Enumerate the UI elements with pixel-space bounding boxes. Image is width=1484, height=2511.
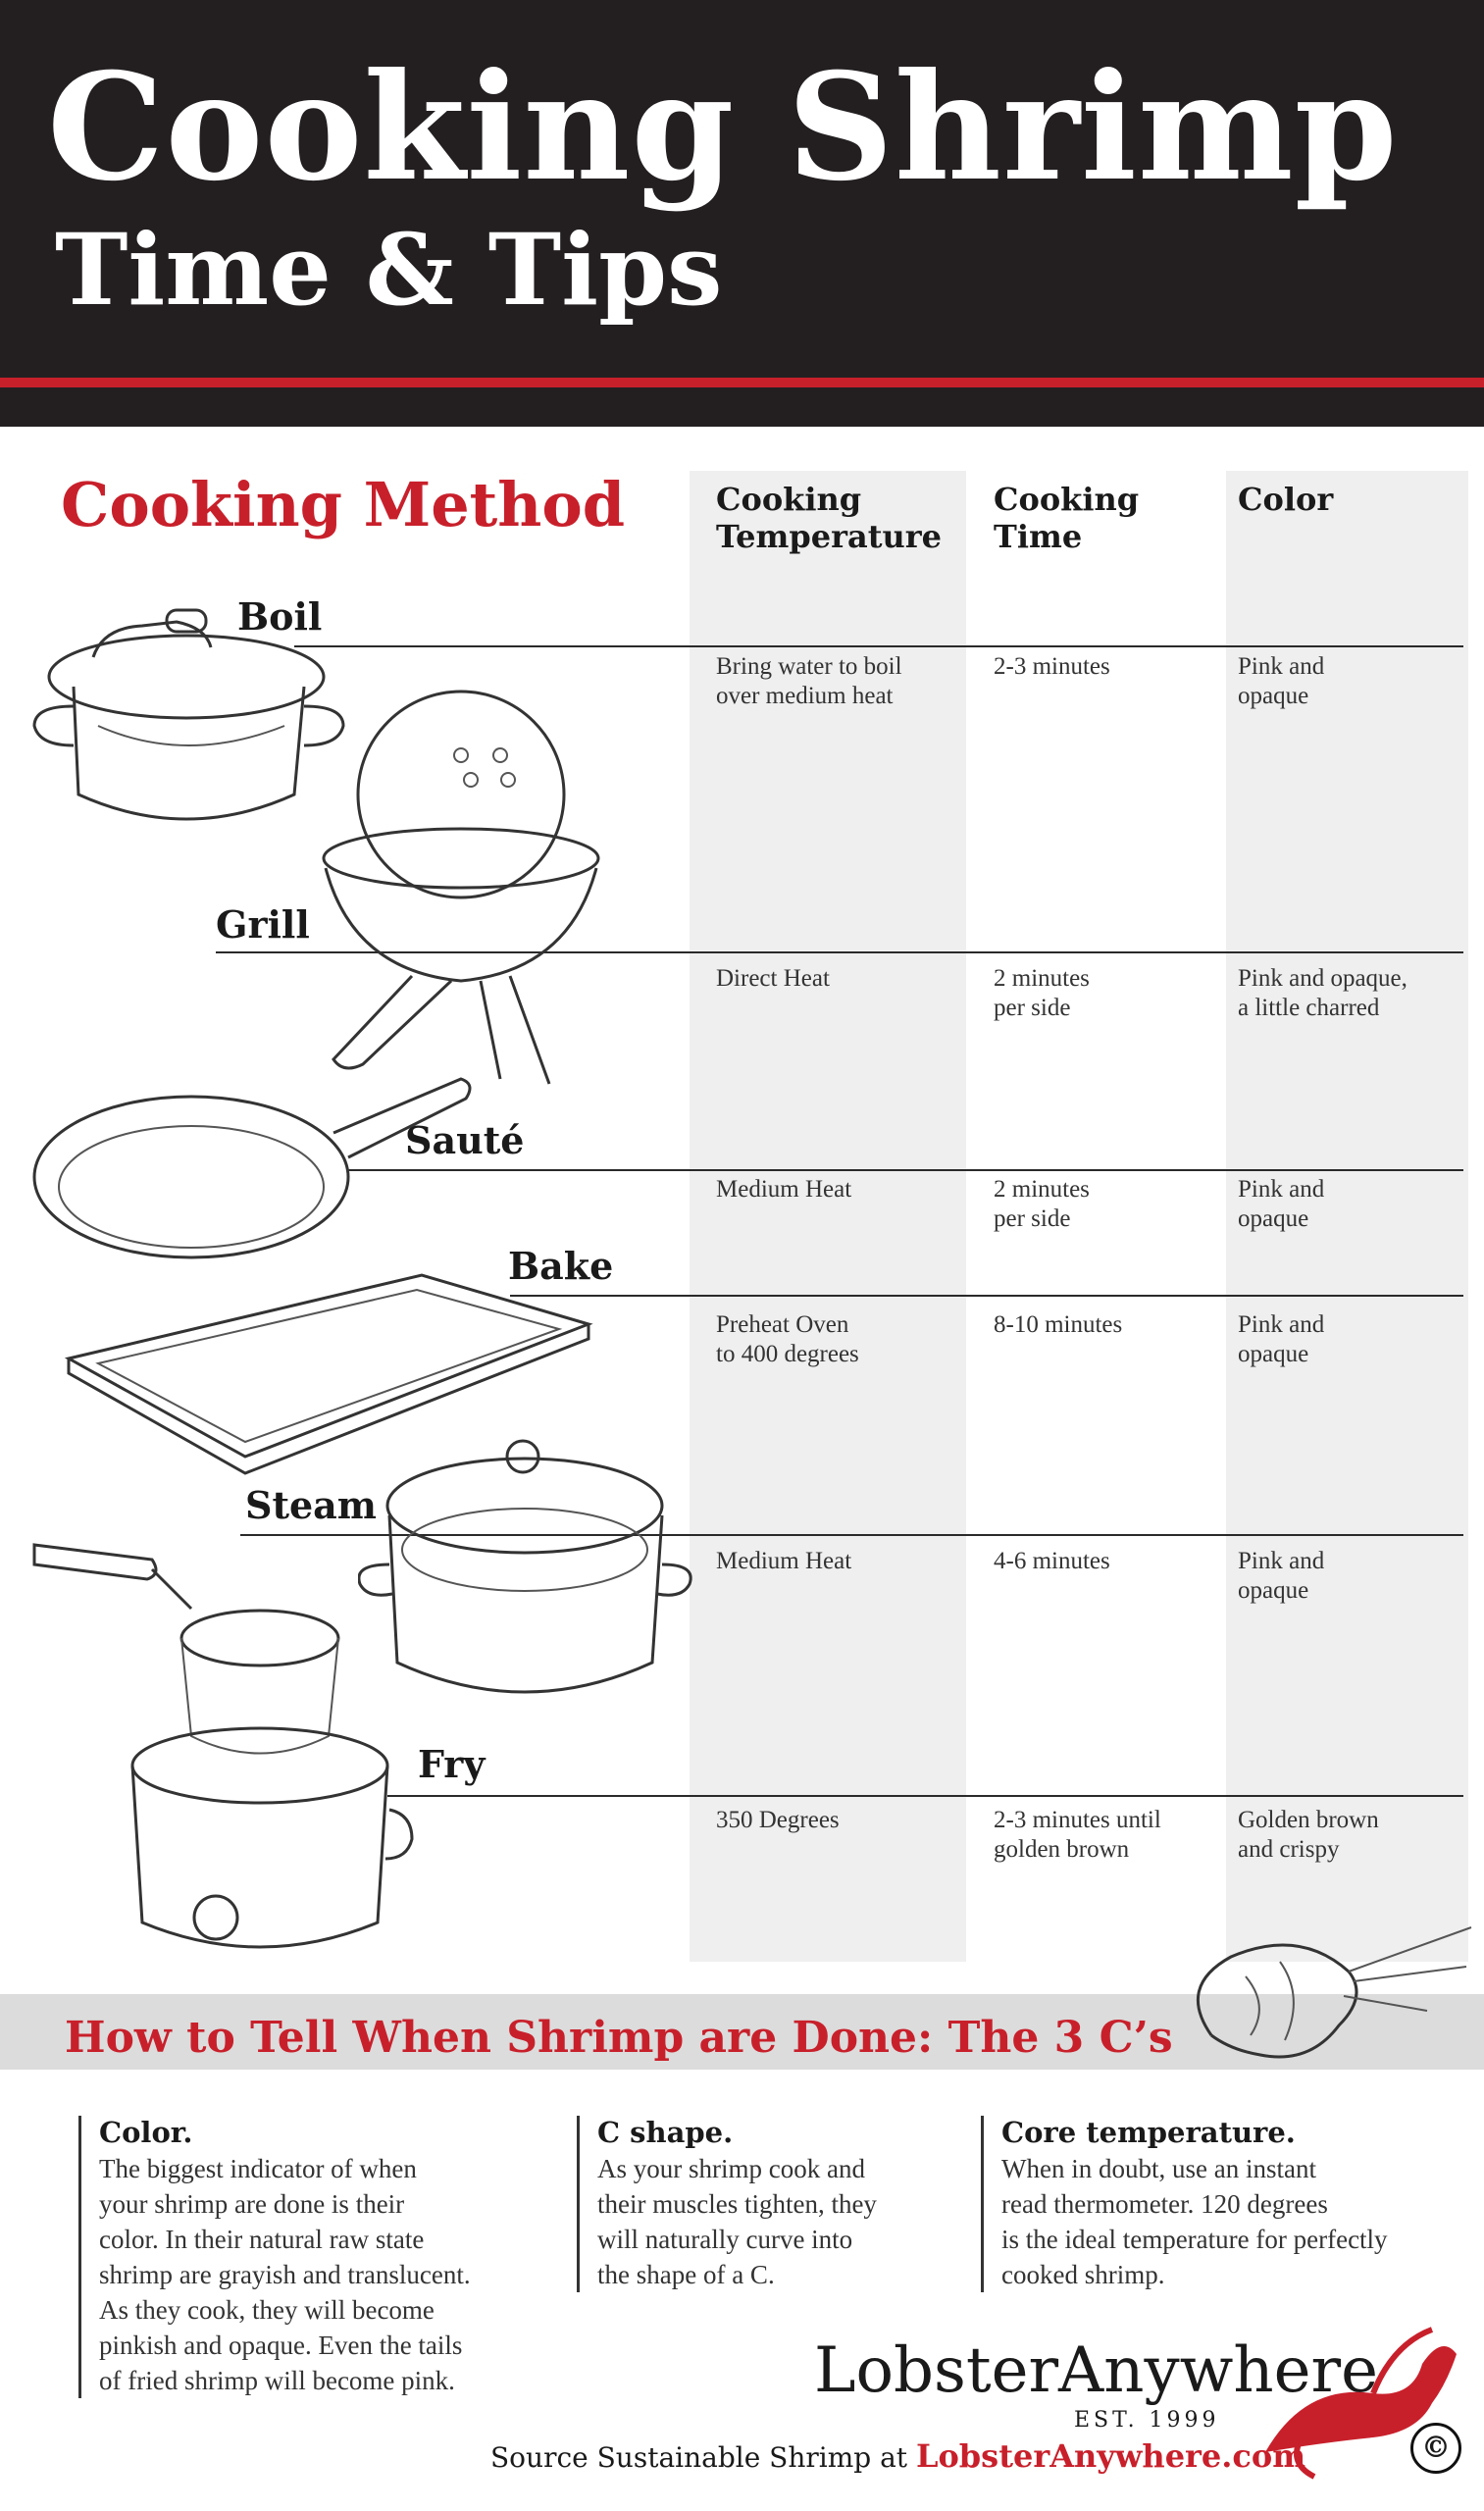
cell-fry-time: 2-3 minutes until golden brown	[994, 1807, 1161, 1863]
page-title: Cooking Shrimp	[47, 41, 1399, 214]
cell-steam-color: Pink and opaque	[1238, 1548, 1325, 1604]
cell-bake-temperature: Preheat Oven to 400 degrees	[716, 1311, 859, 1367]
done-heading: How to Tell When Shrimp are Done: The 3 C’s	[65, 2013, 1173, 2063]
method-label-grill: Grill	[216, 902, 310, 947]
cell-bake-color: Pink and opaque	[1238, 1311, 1325, 1367]
column-header-time: Cooking Time	[994, 481, 1140, 555]
cell-saute-temperature: Medium Heat	[716, 1176, 852, 1203]
cooking-method-heading: Cooking Method	[61, 469, 626, 540]
copyright-icon: ©	[1410, 2423, 1461, 2474]
shrimp-icon	[1172, 1918, 1476, 2084]
c-shape-heading: C shape.	[597, 2116, 734, 2149]
c-shape-section	[577, 2116, 877, 2292]
cell-boil-color: Pink and opaque	[1238, 653, 1325, 709]
cell-grill-time: 2 minutes per side	[994, 965, 1090, 1021]
cell-grill-temperature: Direct Heat	[716, 965, 830, 992]
c-core-temp-heading: Core temperature.	[1001, 2116, 1296, 2149]
cell-boil-temperature: Bring water to boil over medium heat	[716, 653, 902, 709]
cell-fry-temperature: 350 Degrees	[716, 1807, 840, 1833]
cell-bake-time: 8-10 minutes	[994, 1311, 1123, 1338]
header-divider	[0, 378, 1484, 387]
column-header-temperature: Cooking Temperature	[716, 481, 942, 555]
page-subtitle: Time & Tips	[55, 212, 723, 328]
cell-grill-color: Pink and opaque, a little charred	[1238, 965, 1407, 1021]
method-label-saute: Sauté	[405, 1118, 525, 1162]
deep-fryer-icon	[25, 1530, 417, 1972]
row-divider-saute	[348, 1169, 1463, 1171]
grill-icon	[314, 687, 628, 1099]
c-core-temp-body: When in doubt, use an instant read thermometer. 120 degrees is the ideal temperature for perfectly cooked shrimp.	[1001, 2154, 1388, 2289]
row-divider-fry	[387, 1795, 1463, 1797]
brand-est: EST. 1999	[1074, 2408, 1220, 2433]
source-link[interactable]: LobsterAnywhere.com	[915, 2437, 1306, 2475]
row-divider-boil	[294, 645, 1463, 647]
c-color-heading: Color.	[99, 2116, 193, 2149]
cell-fry-color: Golden brown and crispy	[1238, 1807, 1379, 1863]
cell-boil-time: 2-3 minutes	[994, 653, 1110, 680]
brand-logo: LobsterAnywhere	[814, 2334, 1378, 2407]
method-label-fry: Fry	[418, 1742, 486, 1786]
cell-saute-color: Pink and opaque	[1238, 1176, 1325, 1232]
row-divider-bake	[510, 1295, 1463, 1297]
c-core-temp-section	[981, 2116, 1388, 2292]
column-header-color: Color	[1238, 481, 1334, 518]
cell-steam-temperature: Medium Heat	[716, 1548, 852, 1574]
cell-saute-time: 2 minutes per side	[994, 1176, 1090, 1232]
method-label-bake: Bake	[508, 1244, 614, 1288]
cell-steam-time: 4-6 minutes	[994, 1548, 1110, 1574]
c-shape-body: As your shrimp cook and their muscles tighten, they will naturally curve into the shape of a C.	[597, 2154, 877, 2289]
c-color-body: The biggest indicator of when your shrimp are done is their color. In their natural raw state shrimp are grayish and translucent. As they cook, they will become pinkish and opaque. Even the tails of fried shrimp will become pink.	[99, 2154, 471, 2395]
method-label-boil: Boil	[237, 594, 323, 639]
source-text: Source Sustainable Shrimp at	[490, 2441, 908, 2474]
pot-icon	[20, 598, 353, 853]
source-line	[490, 2437, 1305, 2475]
c-color-section	[78, 2116, 471, 2398]
skillet-icon	[29, 1064, 481, 1290]
method-label-steam: Steam	[245, 1483, 378, 1527]
